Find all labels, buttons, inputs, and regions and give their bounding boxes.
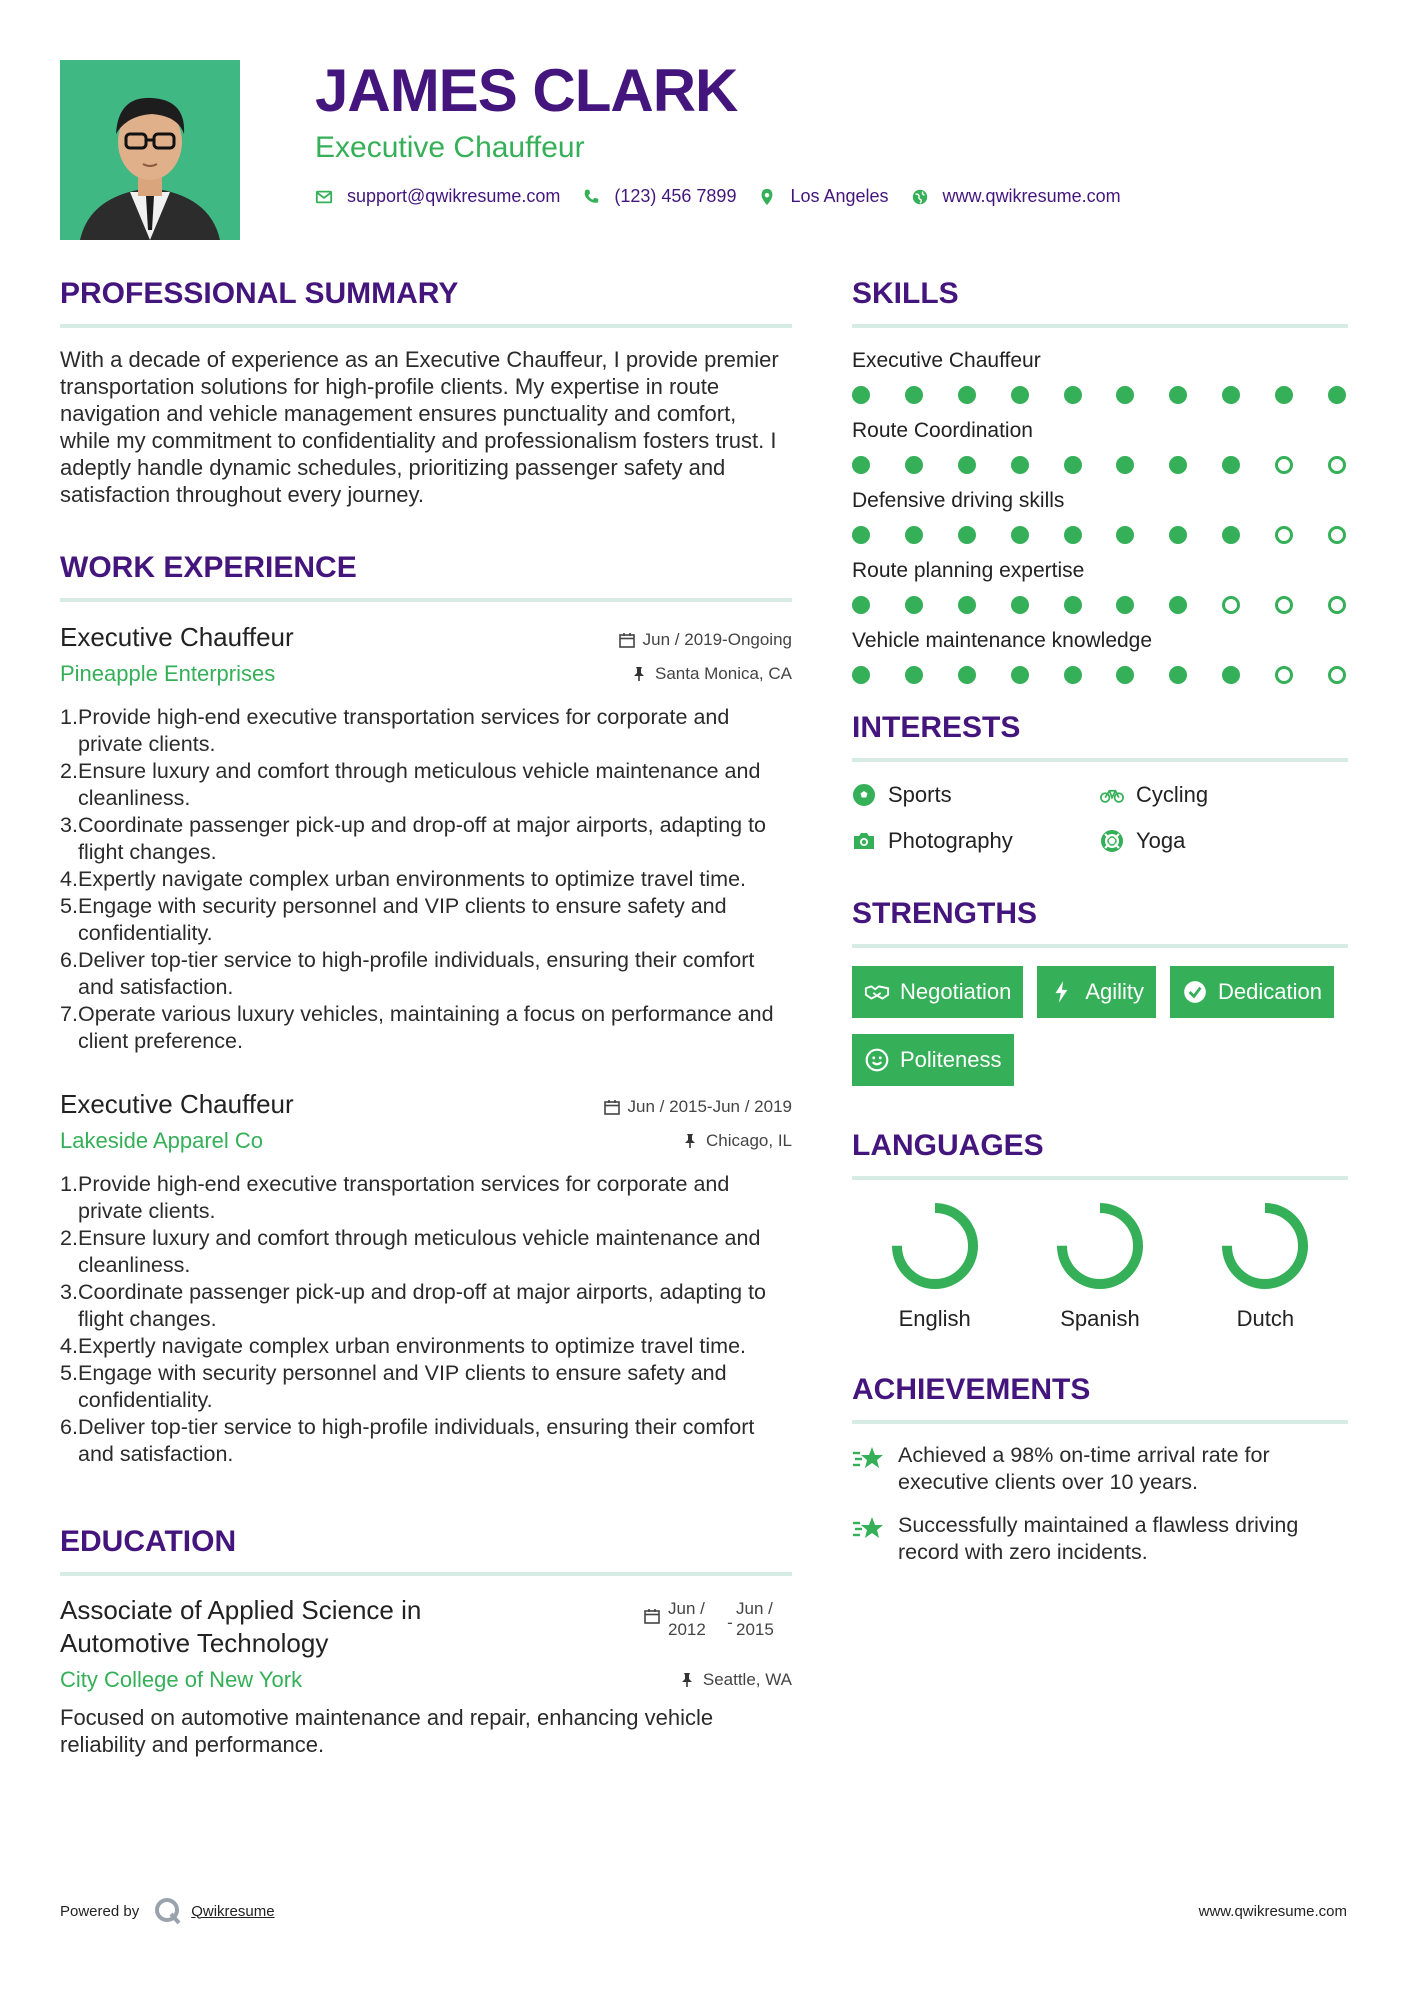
rating-dot-filled	[1328, 386, 1346, 404]
strength-chip: Politeness	[852, 1034, 1014, 1086]
trophy-star-icon	[852, 1514, 886, 1544]
envelope-icon	[315, 188, 333, 206]
job-title: Executive Chauffeur	[60, 622, 294, 652]
education-location-text: Seattle, WA	[702, 1670, 792, 1689]
languages-heading: LANGUAGES	[852, 1124, 1348, 1180]
contact-location	[758, 186, 888, 207]
skill-rating	[852, 386, 1348, 404]
rating-dot-filled	[1116, 666, 1134, 684]
rating-dot-filled	[905, 526, 923, 544]
languages-list	[852, 1198, 1348, 1332]
job-date	[604, 1097, 792, 1117]
job-date-text: Jun / 2019-Ongoing	[642, 630, 792, 649]
bicycle-icon	[1100, 783, 1124, 807]
education-heading: EDUCATION	[60, 1520, 792, 1576]
experience-heading: WORK EXPERIENCE	[60, 546, 792, 602]
list-item: 1. Provide high-end executive transportation services for corporate and private clients.	[60, 705, 730, 756]
strength-chip: Dedication	[1170, 966, 1334, 1018]
skill-item	[852, 346, 1348, 404]
rating-dot-empty	[1275, 456, 1293, 474]
rating-dot-filled	[1275, 386, 1293, 404]
education-description: Focused on automotive maintenance and repair, enhancing vehicle reliability and performance.	[60, 1705, 714, 1757]
rating-dot-filled	[958, 386, 976, 404]
rating-dot-empty	[1328, 666, 1346, 684]
smile-icon	[864, 1047, 890, 1073]
trophy-star-icon	[852, 1444, 886, 1474]
education-start: Jun / 2012	[668, 1599, 706, 1639]
language-ring	[1052, 1198, 1148, 1294]
language-level-arc	[897, 1208, 973, 1284]
contact-phone[interactable]	[582, 186, 736, 207]
website-text[interactable]: www.qwikresume.com	[942, 186, 1121, 206]
rating-dot-filled	[1222, 386, 1240, 404]
company-name: Pineapple Enterprises	[60, 661, 276, 686]
duty-list	[60, 1171, 792, 1468]
degree-title: Associate of Applied Science in Automotive Technology	[60, 1595, 422, 1658]
strengths-heading: STRENGTHS	[852, 892, 1348, 948]
skills-heading: SKILLS	[852, 272, 1348, 328]
rating-dot-filled	[905, 456, 923, 474]
rating-dot-filled	[1064, 456, 1082, 474]
interest-item: Cycling	[1100, 780, 1348, 810]
rating-dot-filled	[1169, 456, 1187, 474]
rating-dot-filled	[958, 596, 976, 614]
contact-email[interactable]	[315, 186, 560, 207]
rating-dot-empty	[1222, 596, 1240, 614]
rating-dot-filled	[1064, 666, 1082, 684]
list-item: 3. Coordinate passenger pick-up and drop-off at major airports, adapting to flight changes.	[60, 813, 767, 864]
rating-dot-filled	[1064, 386, 1082, 404]
footer-website[interactable]: www.qwikresume.com	[1198, 1902, 1347, 1920]
rating-dot-filled	[958, 456, 976, 474]
qwikresume-logo-icon	[153, 1896, 183, 1926]
rating-dot-empty	[1328, 526, 1346, 544]
rating-dot-filled	[1169, 666, 1187, 684]
location-text: Los Angeles	[790, 186, 889, 206]
rating-dot-filled	[1169, 386, 1187, 404]
rating-dot-filled	[905, 386, 923, 404]
language-item	[852, 1198, 1017, 1332]
interests-heading: INTERESTS	[852, 706, 1348, 762]
skills-list	[852, 346, 1348, 684]
education-entry	[60, 1594, 792, 1660]
list-item: 5. Engage with security personnel and VIP clients to ensure safety and confidentiality.	[60, 894, 727, 945]
strength-chip: Negotiation	[852, 966, 1023, 1018]
strength-chip: Agility	[1037, 966, 1156, 1018]
skill-rating	[852, 526, 1348, 544]
rating-dot-filled	[1011, 666, 1029, 684]
pushpin-icon	[631, 666, 647, 682]
rating-dot-filled	[905, 666, 923, 684]
powered-by-text: Powered by	[60, 1902, 140, 1920]
list-item: 6. Deliver top-tier service to high-profile individuals, ensuring their comfort and satisfaction.	[60, 948, 755, 999]
rating-dot-empty	[1275, 666, 1293, 684]
skill-name: Vehicle maintenance knowledge	[852, 629, 1153, 652]
check-circle-icon	[1182, 979, 1208, 1005]
list-item: 5. Engage with security personnel and VIP clients to ensure safety and confidentiality.	[60, 1361, 727, 1412]
map-pin-icon	[758, 188, 776, 206]
job-entry	[60, 620, 792, 1055]
soccer-ball-icon	[852, 783, 876, 807]
phone-text[interactable]: (123) 456 7899	[614, 186, 737, 206]
interest-item: Sports	[852, 780, 1100, 810]
job-location-text: Santa Monica, CA	[654, 664, 792, 683]
interest-item: Yoga	[1100, 826, 1348, 856]
rating-dot-filled	[852, 526, 870, 544]
candidate-role: Executive Chauffeur	[315, 131, 585, 164]
globe-icon	[911, 188, 929, 206]
list-item: 1. Provide high-end executive transportation services for corporate and private clients.	[60, 1172, 730, 1223]
rating-dot-filled	[1064, 526, 1082, 544]
rating-dot-filled	[958, 666, 976, 684]
rating-dot-empty	[1328, 596, 1346, 614]
rating-dot-filled	[1116, 456, 1134, 474]
language-level-arc	[1062, 1208, 1138, 1284]
skill-rating	[852, 456, 1348, 474]
resume-header	[315, 56, 1355, 207]
strengths-list	[852, 966, 1348, 1086]
list-item: 7. Operate various luxury vehicles, maintaining a focus on performance and client preference.	[60, 1002, 774, 1053]
skill-name: Executive Chauffeur	[852, 349, 1041, 372]
list-item: 4. Expertly navigate complex urban environments to optimize travel time.	[60, 867, 747, 891]
skill-item	[852, 556, 1348, 614]
candidate-name: JAMES CLARK	[315, 57, 738, 124]
achievement-item: Successfully maintained a flawless driving record with zero incidents.	[852, 1512, 1348, 1566]
interest-item: Photography	[852, 826, 1100, 856]
rating-dot-filled	[958, 526, 976, 544]
summary-heading: PROFESSIONAL SUMMARY	[60, 272, 792, 328]
calendar-icon	[604, 1099, 620, 1115]
rating-dot-empty	[1275, 596, 1293, 614]
rating-dot-filled	[1169, 596, 1187, 614]
skill-rating	[852, 666, 1348, 684]
job-location	[631, 664, 792, 684]
calendar-icon	[644, 1608, 660, 1624]
page-footer	[60, 1896, 1347, 1926]
education-date	[644, 1598, 792, 1648]
skill-item	[852, 486, 1348, 544]
job-date-text: Jun / 2015-Jun / 2019	[627, 1097, 792, 1116]
job-entry	[60, 1087, 792, 1468]
contact-website[interactable]	[911, 186, 1121, 207]
language-ring	[887, 1198, 983, 1294]
left-column	[60, 272, 792, 1758]
email-text[interactable]: support@qwikresume.com	[347, 186, 561, 206]
phone-icon	[582, 188, 600, 206]
rating-dot-empty	[1328, 456, 1346, 474]
language-item	[1183, 1198, 1348, 1332]
list-item: 2. Ensure luxury and comfort through meticulous vehicle maintenance and cleanliness.	[60, 1226, 761, 1277]
language-level-arc	[1227, 1208, 1303, 1284]
job-title: Executive Chauffeur	[60, 1089, 294, 1119]
rating-dot-filled	[1011, 386, 1029, 404]
language-ring	[1217, 1198, 1313, 1294]
language-item	[1017, 1198, 1182, 1332]
summary-text: With a decade of experience as an Executive Chauffeur, I provide premier transportation solutions for high-profile clients. My expertise in route navigation and vehicle management ensures punctuality and comfort, while my commitment to confidentiality and professionalism fosters trust. I adeptly handle dynamic schedules, prioritizing passenger safety and satisfaction throughout every journey.	[60, 347, 779, 507]
list-item: 2. Ensure luxury and comfort through meticulous vehicle maintenance and cleanliness.	[60, 759, 761, 810]
achievement-item: Achieved a 98% on-time arrival rate for executive clients over 10 years.	[852, 1442, 1348, 1496]
list-item: 3. Coordinate passenger pick-up and drop-off at major airports, adapting to flight changes.	[60, 1280, 767, 1331]
contact-bar	[315, 186, 1355, 207]
list-item: 6. Deliver top-tier service to high-profile individuals, ensuring their comfort and satisfaction.	[60, 1415, 755, 1466]
interests-list	[852, 780, 1348, 856]
skill-rating	[852, 596, 1348, 614]
duty-list	[60, 704, 792, 1055]
rating-dot-filled	[1222, 666, 1240, 684]
job-location-text: Chicago, IL	[706, 1131, 792, 1150]
rating-dot-filled	[852, 596, 870, 614]
camera-icon	[852, 829, 876, 853]
pushpin-icon	[679, 1672, 695, 1688]
brand-link[interactable]: Qwikresume	[191, 1902, 275, 1920]
rating-dot-filled	[852, 666, 870, 684]
rating-dot-filled	[852, 456, 870, 474]
skill-name: Defensive driving skills	[852, 489, 1065, 512]
handshake-icon	[864, 979, 890, 1005]
rating-dot-filled	[905, 596, 923, 614]
education-date-separator: -	[727, 1613, 733, 1632]
rating-dot-filled	[1116, 526, 1134, 544]
skill-name: Route planning expertise	[852, 559, 1085, 582]
skill-name: Route Coordination	[852, 419, 1033, 442]
rating-dot-empty	[1275, 526, 1293, 544]
language-name: English	[898, 1306, 971, 1331]
language-name: Dutch	[1236, 1306, 1295, 1331]
job-location	[682, 1131, 792, 1151]
education-location	[679, 1670, 792, 1690]
rating-dot-filled	[1222, 456, 1240, 474]
company-name: Lakeside Apparel Co	[60, 1128, 264, 1153]
pushpin-icon	[682, 1133, 698, 1149]
rating-dot-filled	[1064, 596, 1082, 614]
school-name: City College of New York	[60, 1667, 303, 1692]
rating-dot-filled	[1011, 526, 1029, 544]
list-item: 4. Expertly navigate complex urban environments to optimize travel time.	[60, 1334, 747, 1358]
rating-dot-filled	[852, 386, 870, 404]
rating-dot-filled	[1169, 526, 1187, 544]
rating-dot-filled	[1011, 456, 1029, 474]
rating-dot-filled	[1011, 596, 1029, 614]
profile-photo	[60, 60, 240, 240]
rating-dot-filled	[1116, 596, 1134, 614]
education-end: Jun / 2015	[736, 1599, 774, 1639]
achievements-heading: ACHIEVEMENTS	[852, 1368, 1348, 1424]
lifebuoy-icon	[1100, 829, 1124, 853]
skill-item	[852, 416, 1348, 474]
rating-dot-filled	[1222, 526, 1240, 544]
bolt-icon	[1049, 979, 1075, 1005]
right-column	[852, 272, 1348, 1582]
job-date	[619, 630, 792, 650]
language-name: Spanish	[1060, 1306, 1140, 1331]
calendar-icon	[619, 632, 635, 648]
skill-item	[852, 626, 1348, 684]
rating-dot-filled	[1116, 386, 1134, 404]
